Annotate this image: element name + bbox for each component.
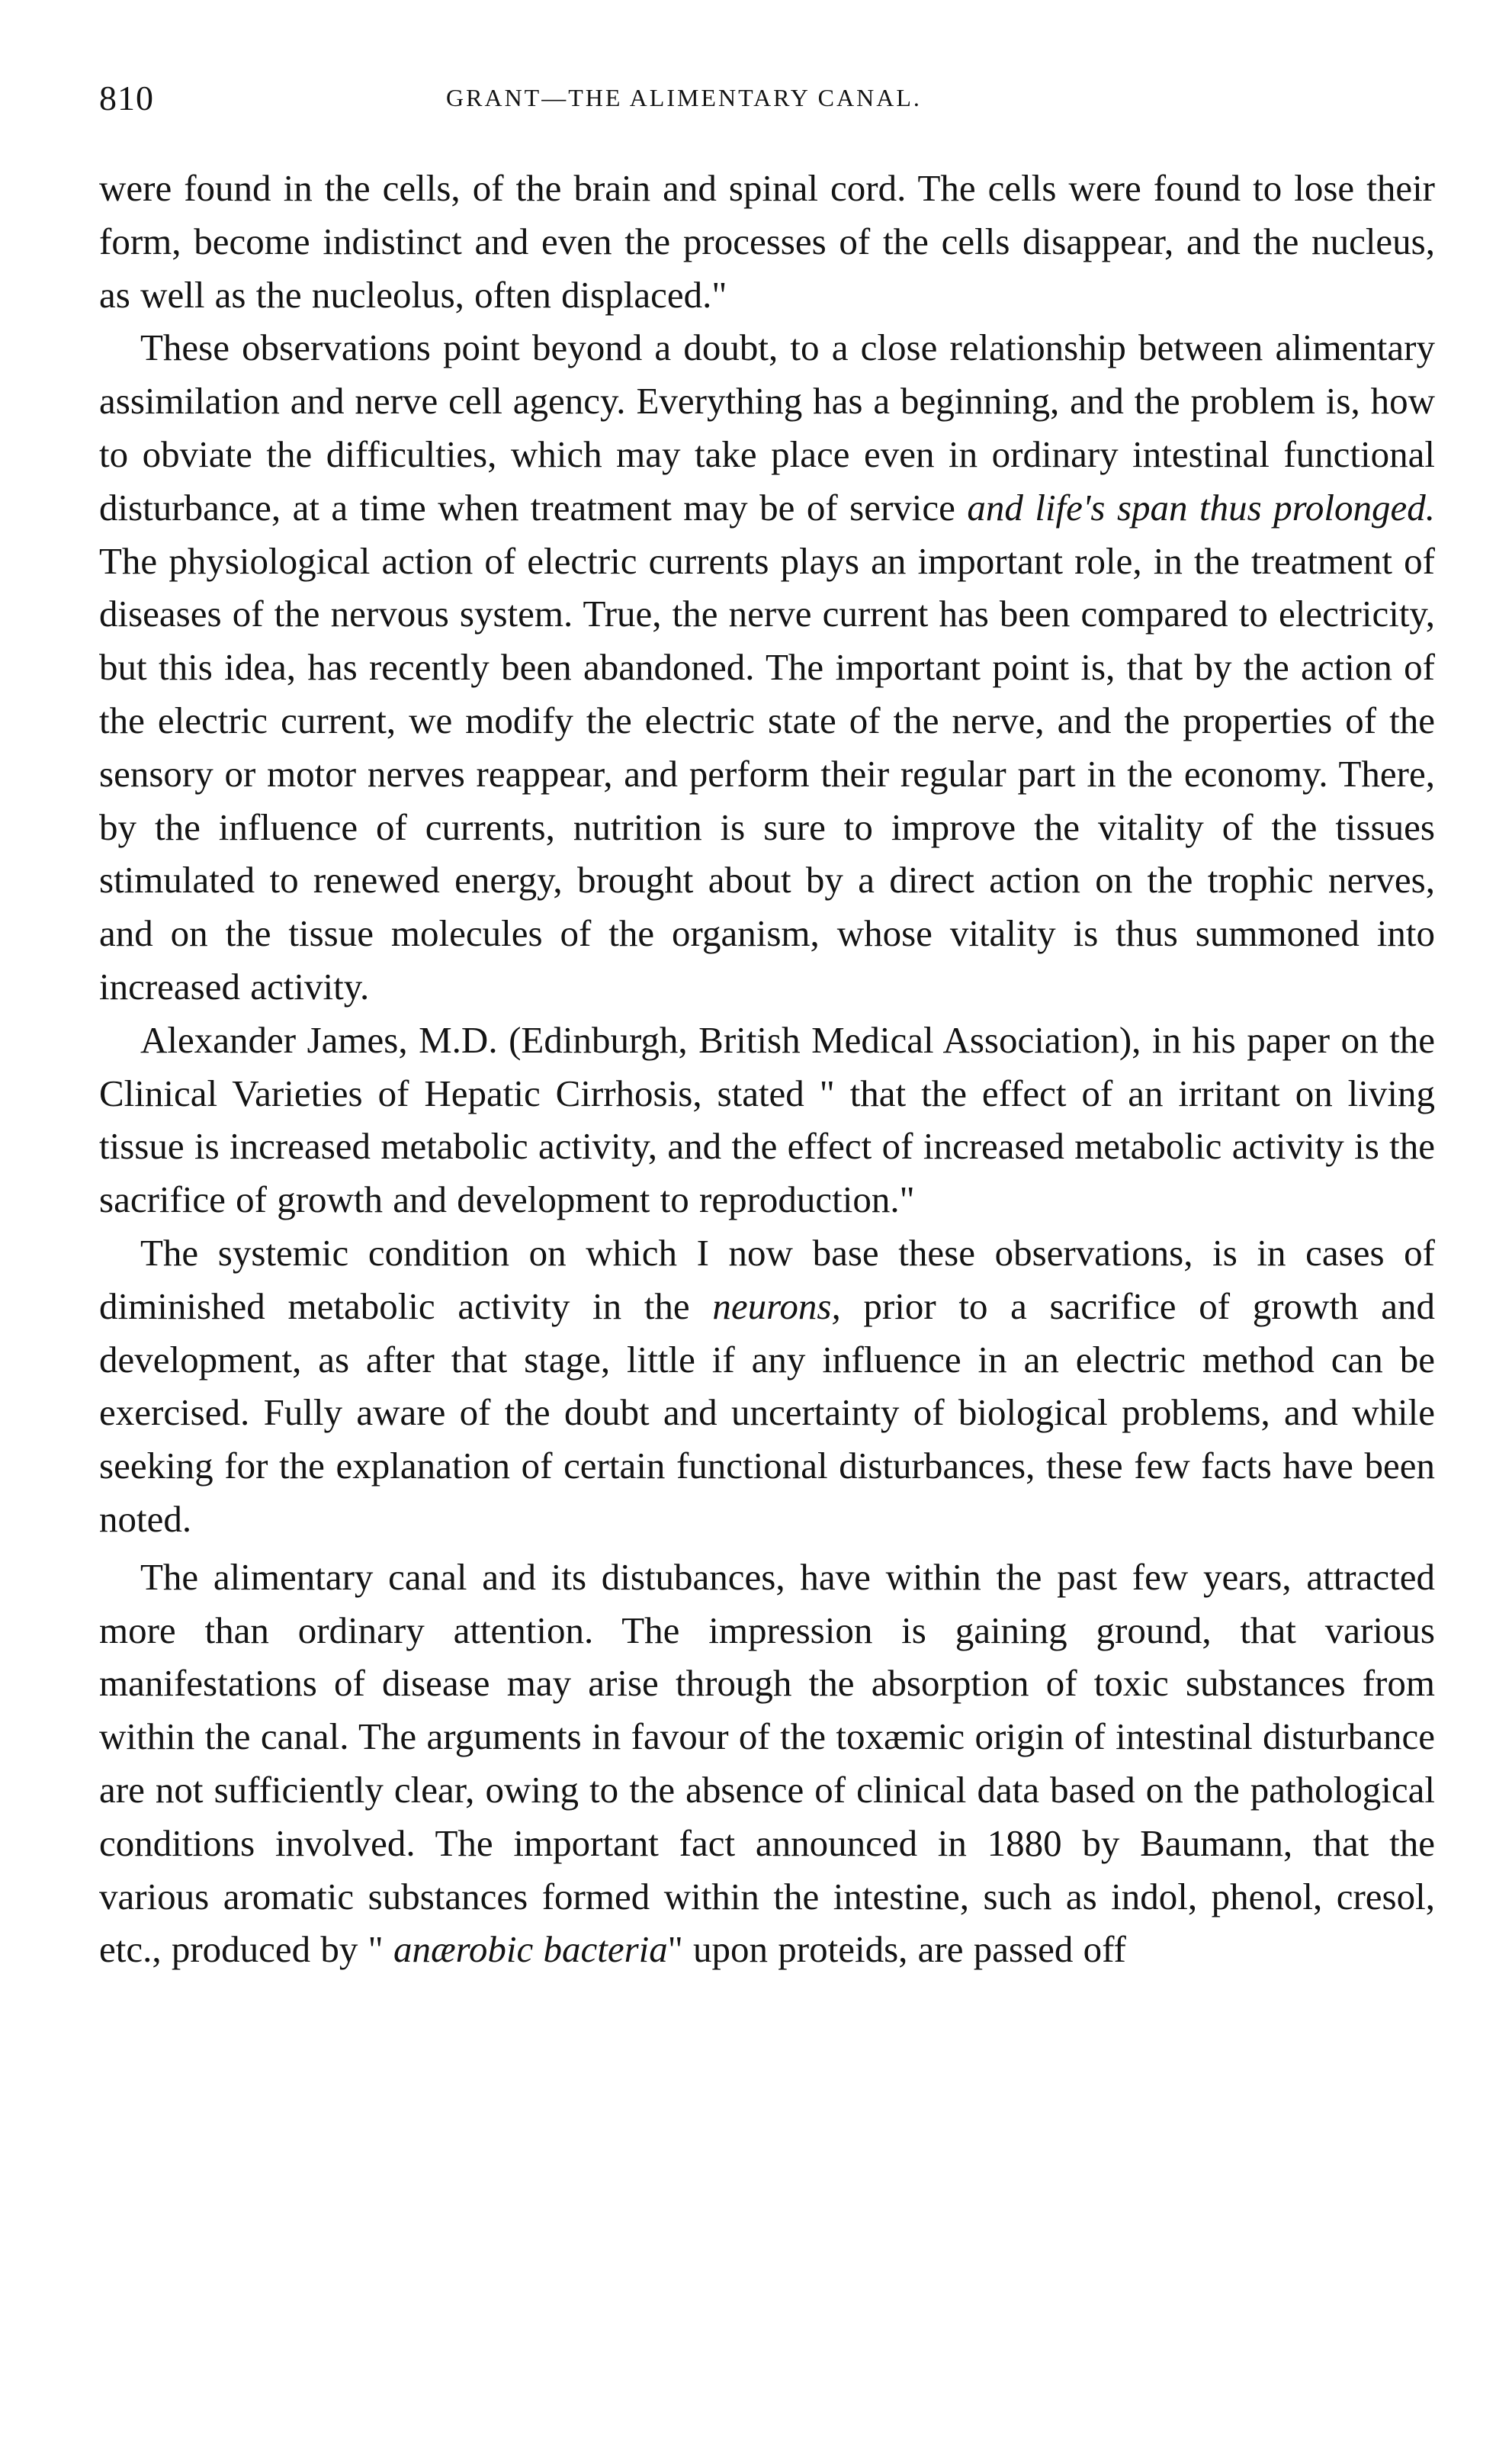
paragraph-quote-continuation [99, 162, 1435, 321]
paragraph-text: Alexander James, M.D. (Edinburgh, British Medical Association), in his paper on the Clinical Varieties of Hepatic Cirrhosis, stated " that the effect of an irritant on living tissue is increased metabolic activity, and the effect of increased metabolic activity is the sacrifice of growth and development to reproduction." [99, 1018, 1435, 1221]
paragraph-text: The alimentary canal and its distubances, have within the past few years, attracted more than ordinary attention. The impression is gaining ground, that various manifestations of disease may arise through the absorption of toxic substances from within the canal. The arguments in favour of the toxæmic origin of intestinal disturbance are not sufficiently clear, owing to the absence of clinical data based on the pathological conditions involved. The important fact announced in 1880 by Baumann, that the various aromatic substances formed within the intestine, such as indol, phenol, cresol, etc., produced by " [99, 1555, 1435, 1971]
paragraph-text: The systemic condition on which I now base these observations, is in cases of diminished metabolic activity in the [99, 1231, 1435, 1327]
paragraph-text: prior to a sacrifice of growth and development, as after that stage, little if any influence in an electric method can be exercised. Fully aware of the doubt and uncertainty of biological problems, and while seeking for the explanation of certain functional disturbances, these few facts have been noted. [99, 1284, 1436, 1540]
paragraph-alimentary-canal [99, 1551, 1435, 1976]
italic-phrase: and life's span thus prolonged. [967, 486, 1435, 529]
paragraph-systemic-condition [99, 1226, 1435, 1546]
italic-phrase: anærobic bacteria [393, 1928, 668, 1971]
paragraph-text: These observations point beyond a doubt, to a close relationship between alimentary assimilation and nerve cell agency. Everything has a beginning, and the problem is, how to obviate the difficulties, which may take place even in ordinary intestinal functional disturbance, at a time when treatment may be of service [99, 326, 1435, 529]
italic-word: neurons, [712, 1284, 841, 1327]
body-text [99, 162, 1435, 1976]
page-number: 810 [99, 79, 154, 117]
paragraph-text: The physiological action of electric currents plays an important role, in the treatment of diseases of the nervous system. True, the nerve current has been compared to electricity, but this idea, has recently been abandoned. The important point is, that by the action of the electric current, we modify the electric state of the nerve, and the properties of the sensory or motor nerves reappear, and perform their regular part in the economy. There, by the influence of currents, nutrition is sure to improve the vitality of the tissues stimulated to renewed energy, brought about by a direct action on the trophic nerves, and on the tissue molecules of the organism, whose vitality is thus summoned into increased activity. [99, 539, 1435, 1008]
paragraph-text: " upon proteids, are passed off [667, 1928, 1126, 1971]
paragraph-alexander-james [99, 1014, 1435, 1226]
page-header [99, 78, 1441, 124]
paragraph-observations [99, 321, 1435, 1013]
running-head: GRANT—THE ALIMENTARY CANAL. [446, 84, 922, 111]
paragraph-text: were found in the cells, of the brain and spinal cord. The cells were found to lose their form, become indistinct and even the processes of the cells disappear, and the nucleus, as well as the nucleolus, often displaced." [99, 167, 1435, 316]
